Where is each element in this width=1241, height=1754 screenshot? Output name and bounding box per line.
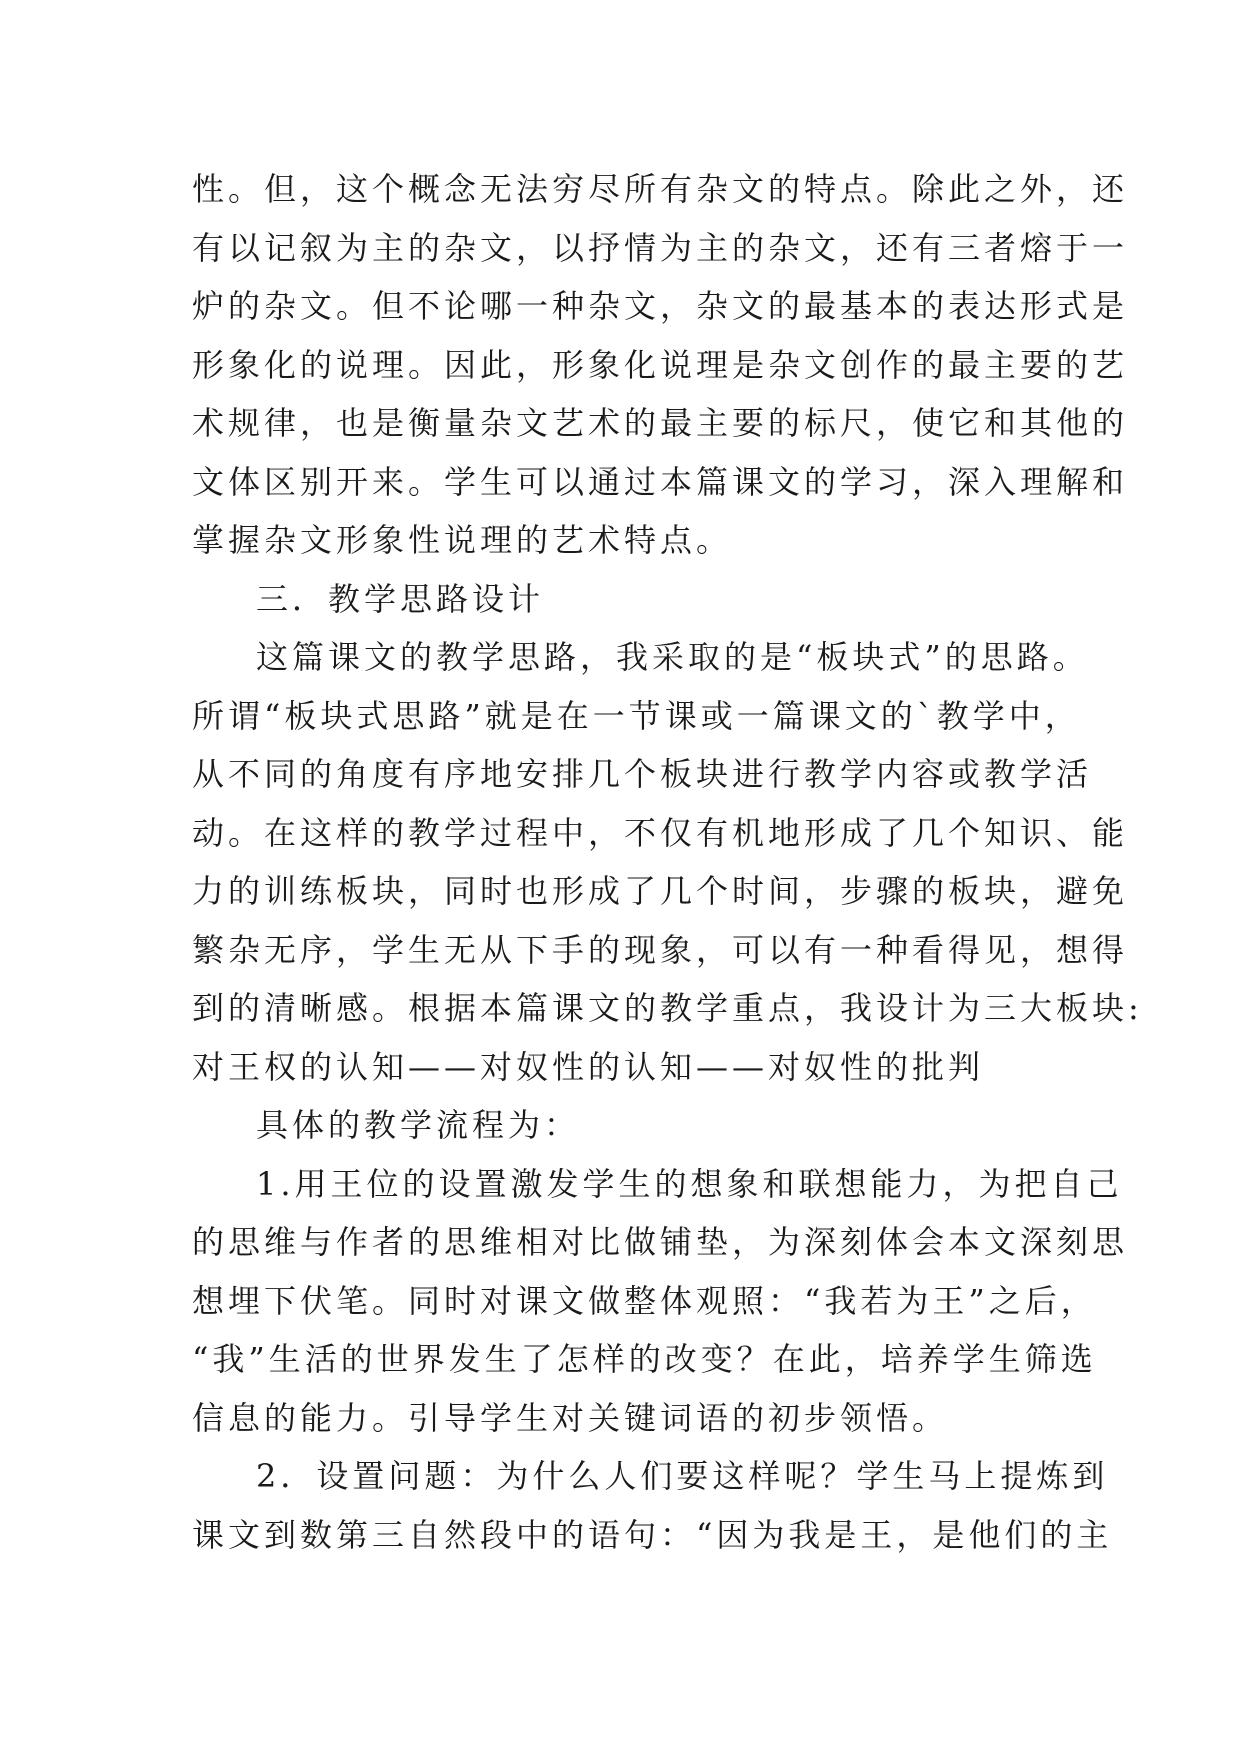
text-line: 从不同的角度有序地安排几个板块进行教学内容或教学活 bbox=[192, 755, 1093, 793]
list-item: 1.用王位的设置激发学生的想象和联想能力，为把自己 bbox=[256, 1164, 1123, 1203]
text-line: 课文到数第三自然段中的语句：“因为我是王，是他们的主 bbox=[192, 1515, 1113, 1554]
text-line: 力的训练板块，同时也形成了几个时间，步骤的板块，避免 bbox=[192, 872, 1129, 910]
text-line: 繁杂无序，学生无从下手的现象，可以有一种看得见，想得 bbox=[192, 930, 1129, 969]
text-line: 想埋下伏笔。同时对课文做整体观照：“我若为王”之后， bbox=[192, 1281, 1097, 1320]
document-body bbox=[192, 160, 1143, 1564]
text-line: 动。在这样的教学过程中，不仅有机地形成了几个知识、能 bbox=[192, 813, 1129, 852]
text-line: 这篇课文的教学思路，我采取的是“板块式”的思路。 bbox=[256, 638, 1089, 676]
text-line: 所谓“板块式思路”就是在一节课或一篇课文的`教学中， bbox=[192, 696, 1081, 735]
text-line: 有以记叙为主的杂文，以抒情为主的杂文，还有三者熔于一 bbox=[192, 228, 1129, 267]
text-line: 具体的教学流程为： bbox=[256, 1106, 581, 1144]
text-line: 文体区别开来。学生可以通过本篇课文的学习，深入理解和 bbox=[192, 462, 1129, 501]
section-heading: 三．教学思路设计 bbox=[256, 579, 545, 618]
text-line: 的思维与作者的思维相对比做铺垫，为深刻体会本文深刻思 bbox=[192, 1223, 1129, 1261]
text-line: 对王权的认知——对奴性的认知——对奴性的批判 bbox=[192, 1047, 985, 1086]
text-line: 术规律，也是衡量杂文艺术的最主要的标尺，使它和其他的 bbox=[192, 404, 1129, 442]
text-line: “我”生活的世界发生了怎样的改变？在此，培养学生筛选 bbox=[192, 1340, 1097, 1378]
text-line: 形象化的说理。因此，形象化说理是杂文创作的最主要的艺 bbox=[192, 345, 1129, 384]
text-line: 炉的杂文。但不论哪一种杂文，杂文的最基本的表达形式是 bbox=[192, 287, 1129, 325]
text-line: 到的清晰感。根据本篇课文的教学重点，我设计为三大板块: bbox=[192, 989, 1143, 1027]
text-line: 性。但，这个概念无法穷尽所有杂文的特点。除此之外，还 bbox=[192, 170, 1129, 208]
text-line: 掌握杂文形象性说理的艺术特点。 bbox=[192, 521, 733, 559]
list-item: 2．设置问题：为什么人们要这样呢？学生马上提炼到 bbox=[256, 1457, 1109, 1495]
text-line: 信息的能力。引导学生对关键词语的初步领悟。 bbox=[192, 1398, 949, 1437]
